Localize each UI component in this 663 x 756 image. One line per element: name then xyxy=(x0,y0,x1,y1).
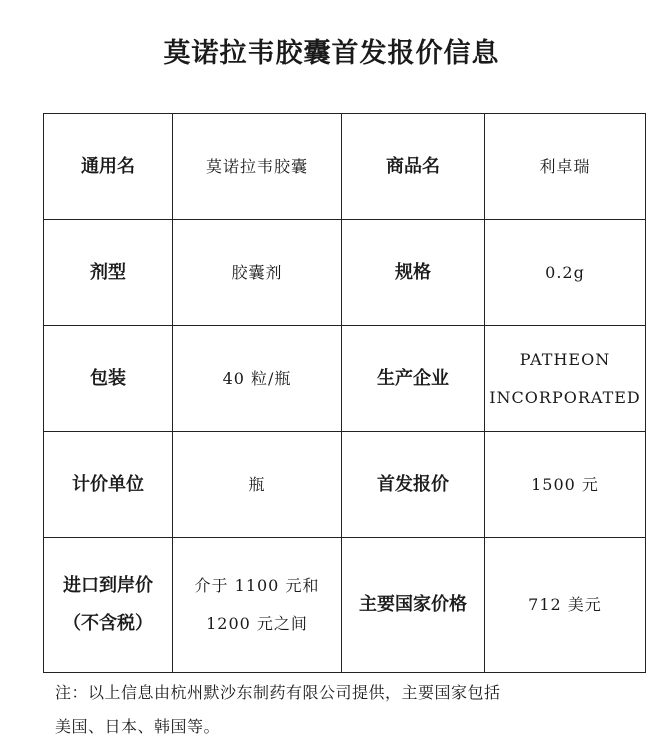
table-row xyxy=(44,538,646,673)
table-row xyxy=(44,432,646,538)
launch-price-value: 1500 元 xyxy=(485,432,646,538)
table-row xyxy=(44,114,646,220)
major-country-price-label: 主要国家价格 xyxy=(342,538,485,673)
manufacturer-value xyxy=(485,326,646,432)
launch-price-label: 首发报价 xyxy=(342,432,485,538)
manufacturer-value-line1: PATHEON xyxy=(519,349,611,369)
specification-label: 规格 xyxy=(342,220,485,326)
import-cif-price-label-line1: 进口到岸价 xyxy=(63,575,153,596)
table-row xyxy=(44,326,646,432)
import-cif-price-label-line2: （不含税） xyxy=(63,613,153,634)
import-cif-price-value xyxy=(173,538,342,673)
table-row xyxy=(44,220,646,326)
footnote xyxy=(55,676,645,744)
price-info-table xyxy=(43,113,646,673)
footnote-line2: 美国、日本、韩国等。 xyxy=(55,717,221,736)
import-cif-price-value-line1: 介于 1100 元和 xyxy=(194,576,320,595)
pricing-unit-value: 瓶 xyxy=(173,432,342,538)
generic-name-label: 通用名 xyxy=(44,114,173,220)
packaging-label: 包装 xyxy=(44,326,173,432)
manufacturer-value-line2: INCORPORATED xyxy=(489,387,641,407)
page-title: 莫诺拉韦胶囊首发报价信息 xyxy=(163,38,500,69)
generic-name-value: 莫诺拉韦胶囊 xyxy=(173,114,342,220)
packaging-value: 40 粒/瓶 xyxy=(173,326,342,432)
specification-value: 0.2g xyxy=(485,220,646,326)
trade-name-label: 商品名 xyxy=(342,114,485,220)
manufacturer-label: 生产企业 xyxy=(342,326,485,432)
dosage-form-label: 剂型 xyxy=(44,220,173,326)
import-cif-price-value-line2: 1200 元之间 xyxy=(206,614,308,633)
pricing-unit-label: 计价单位 xyxy=(44,432,173,538)
trade-name-value: 利卓瑞 xyxy=(485,114,646,220)
major-country-price-value: 712 美元 xyxy=(485,538,646,673)
footnote-line1: 注：以上信息由杭州默沙东制药有限公司提供，主要国家包括 xyxy=(55,683,501,702)
dosage-form-value: 胶囊剂 xyxy=(173,220,342,326)
import-cif-price-label xyxy=(44,538,173,673)
